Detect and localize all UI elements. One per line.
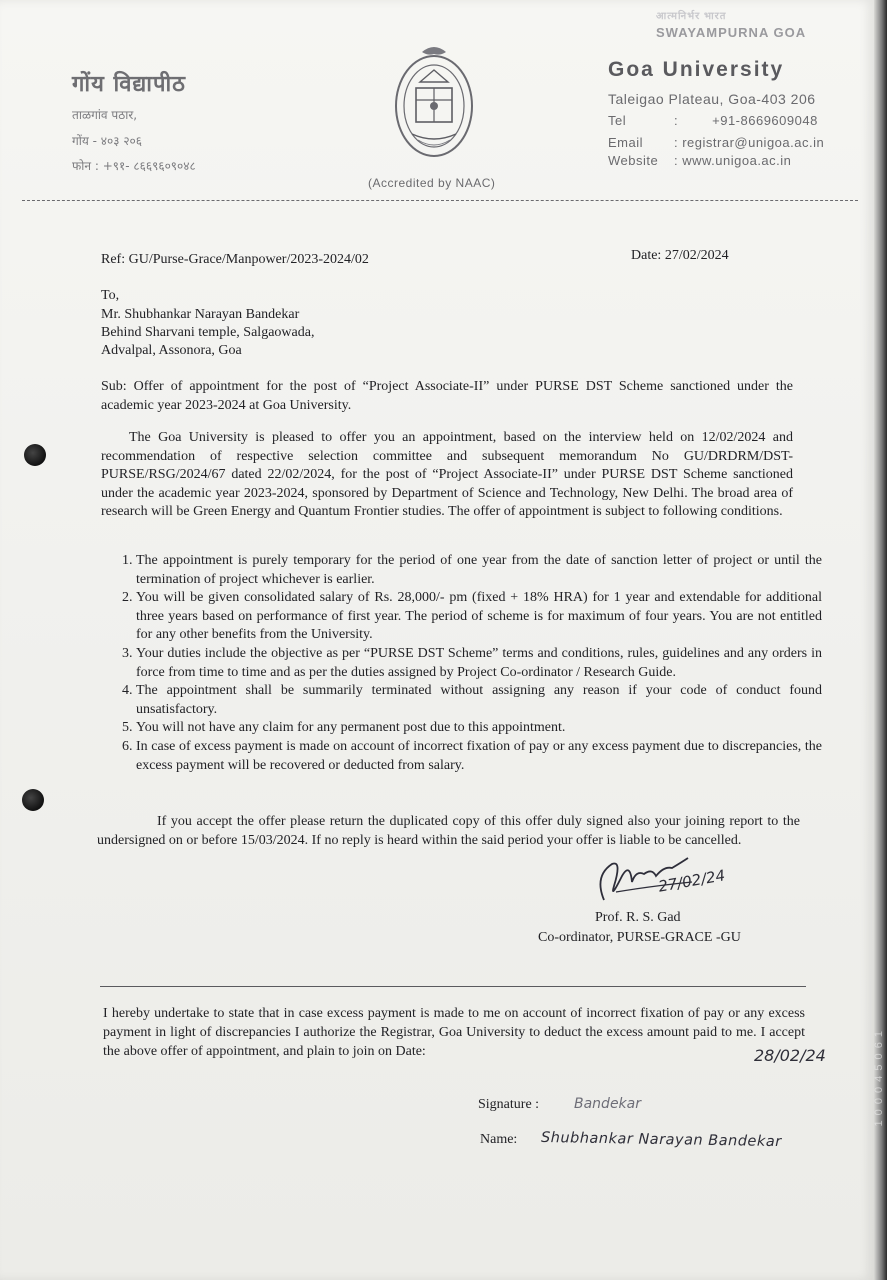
acceptance-text: I hereby undertake to state that in case excess payment is made to me on account of incorrect fixation of pay or any excess payment in light of discrepancies I authorize the Registrar, Goa University to deduct the excess amount paid to me. I accept the above offer of appointment, and plain to join on Date: bbox=[103, 1006, 805, 1059]
university-name: Goa University bbox=[608, 58, 785, 81]
condition-item: 1. The appointment is purely temporary for the period of one year from the date of sanction letter of project or until the termination of project whichever is earlier. bbox=[136, 552, 822, 589]
punch-hole-top bbox=[24, 444, 46, 466]
letter-intro: The Goa University is pleased to offer you an appointment, based on the interview held on 12/02/2024 and recommendation of respective selection committee and subsequent memorandum No GU/DRDRM/DST-PURSE/RSG/2024/67 dated 22/02/2024, for the post of “Project Associate-II” under PURSE DST Scheme sanctioned under the academic year 2023-2024, sponsored by Department of Science and Technology, New Delhi. The broad area of research will be Green Energy and Quantum Frontier studies. The offer of appointment is subject to following conditions. bbox=[101, 430, 793, 519]
conditions-list bbox=[112, 552, 822, 775]
acceptance-divider bbox=[100, 986, 806, 987]
tel-label: Tel bbox=[608, 113, 627, 128]
contact-email bbox=[608, 135, 824, 150]
signature-label: Signature : bbox=[478, 1097, 540, 1112]
acceptor-name: Shubhankar Narayan Bandekar bbox=[540, 1129, 782, 1151]
accreditation-note: (Accredited by NAAC) bbox=[368, 176, 496, 190]
university-name-hindi: गोंय विद्यापीठ bbox=[72, 72, 186, 97]
acceptance-statement bbox=[103, 1004, 805, 1061]
address-hindi-line2: गोंय - ४०३ २०६ bbox=[72, 134, 143, 148]
signatory-title: Co-ordinator, PURSE-GRACE -GU bbox=[538, 930, 741, 945]
email-value: : registrar@unigoa.ac.in bbox=[674, 135, 825, 150]
website-value: : www.unigoa.ac.in bbox=[674, 153, 792, 168]
tel-separator: : bbox=[674, 113, 679, 128]
addressee-name: Mr. Shubhankar Narayan Bandekar bbox=[101, 307, 300, 322]
email-label: Email bbox=[608, 135, 644, 150]
condition-item: 3. Your duties include the objective as per “PURSE DST Scheme” terms and conditions, rules, guidelines and any orders in force from time to time and as per the duties assigned by Project Co-ordinator / Research Guide. bbox=[136, 645, 822, 682]
tel-value: +91-8669609048 bbox=[712, 113, 818, 128]
acceptor-signature: Bandekar bbox=[574, 1096, 641, 1112]
name-label: Name: bbox=[480, 1132, 518, 1147]
salutation-to: To, bbox=[101, 288, 120, 303]
punch-hole-bottom bbox=[22, 789, 44, 811]
reference-number: Ref: GU/Purse-Grace/Manpower/2023-2024/02 bbox=[101, 252, 369, 267]
condition-item: 4. The appointment shall be summarily terminated without assigning any reason if your code of conduct found unsatisfactory. bbox=[136, 682, 822, 719]
address-hindi-line1: ताळगांव पठार, bbox=[72, 108, 138, 122]
contact-website bbox=[608, 153, 791, 168]
signatory-name: Prof. R. S. Gad bbox=[595, 910, 681, 925]
addressee-line2: Advalpal, Assonora, Goa bbox=[101, 343, 242, 358]
margin-text: 1 0 0 0 4 5 0 6 1 bbox=[873, 1030, 885, 1127]
motto-english: SWAYAMPURNA GOA bbox=[656, 25, 807, 40]
header-divider bbox=[22, 200, 858, 201]
phone-hindi: फोन : +९१- ८६६९६०९०४८ bbox=[72, 159, 196, 173]
page-edge bbox=[874, 0, 887, 1280]
motto-hindi: आत्मनिर्भर भारत bbox=[656, 11, 727, 22]
condition-item: 6. In case of excess payment is made on account of incorrect fixation of pay or any excess payment due to discrepancies, the excess payment will be recovered or deducted from salary. bbox=[136, 738, 822, 775]
addressee-line1: Behind Sharvani temple, Salgaowada, bbox=[101, 325, 315, 340]
university-emblem-icon bbox=[388, 40, 480, 164]
joining-date: 28/02/24 bbox=[754, 1046, 826, 1065]
letter-closing: If you accept the offer please return the duplicated copy of this offer duly signed also your joining report to the undersigned on or before 15/03/2024. If no reply is heard within the said period your offer is liable to be cancelled. bbox=[97, 814, 800, 848]
website-label: Website bbox=[608, 153, 659, 168]
condition-item: 5. You will not have any claim for any permanent post due to this appointment. bbox=[136, 719, 822, 738]
contact-tel bbox=[608, 113, 818, 128]
signature-date: 27/02/24 bbox=[656, 866, 727, 896]
condition-item: 2. You will be given consolidated salary of Rs. 28,000/- pm (fixed + 18% HRA) for 1 year and extendable for additional three years based on performance of first year. The period of scheme is for maximum of four years. You are not entitled for any other benefits from the University. bbox=[136, 589, 822, 645]
letter-subject: Sub: Offer of appointment for the post of “Project Associate-II” under PURSE DST Scheme sanctioned under the academic year 2023-2024 at Goa University. bbox=[101, 379, 793, 413]
letter-date: Date: 27/02/2024 bbox=[631, 248, 729, 263]
university-address: Taleigao Plateau, Goa-403 206 bbox=[608, 91, 816, 107]
